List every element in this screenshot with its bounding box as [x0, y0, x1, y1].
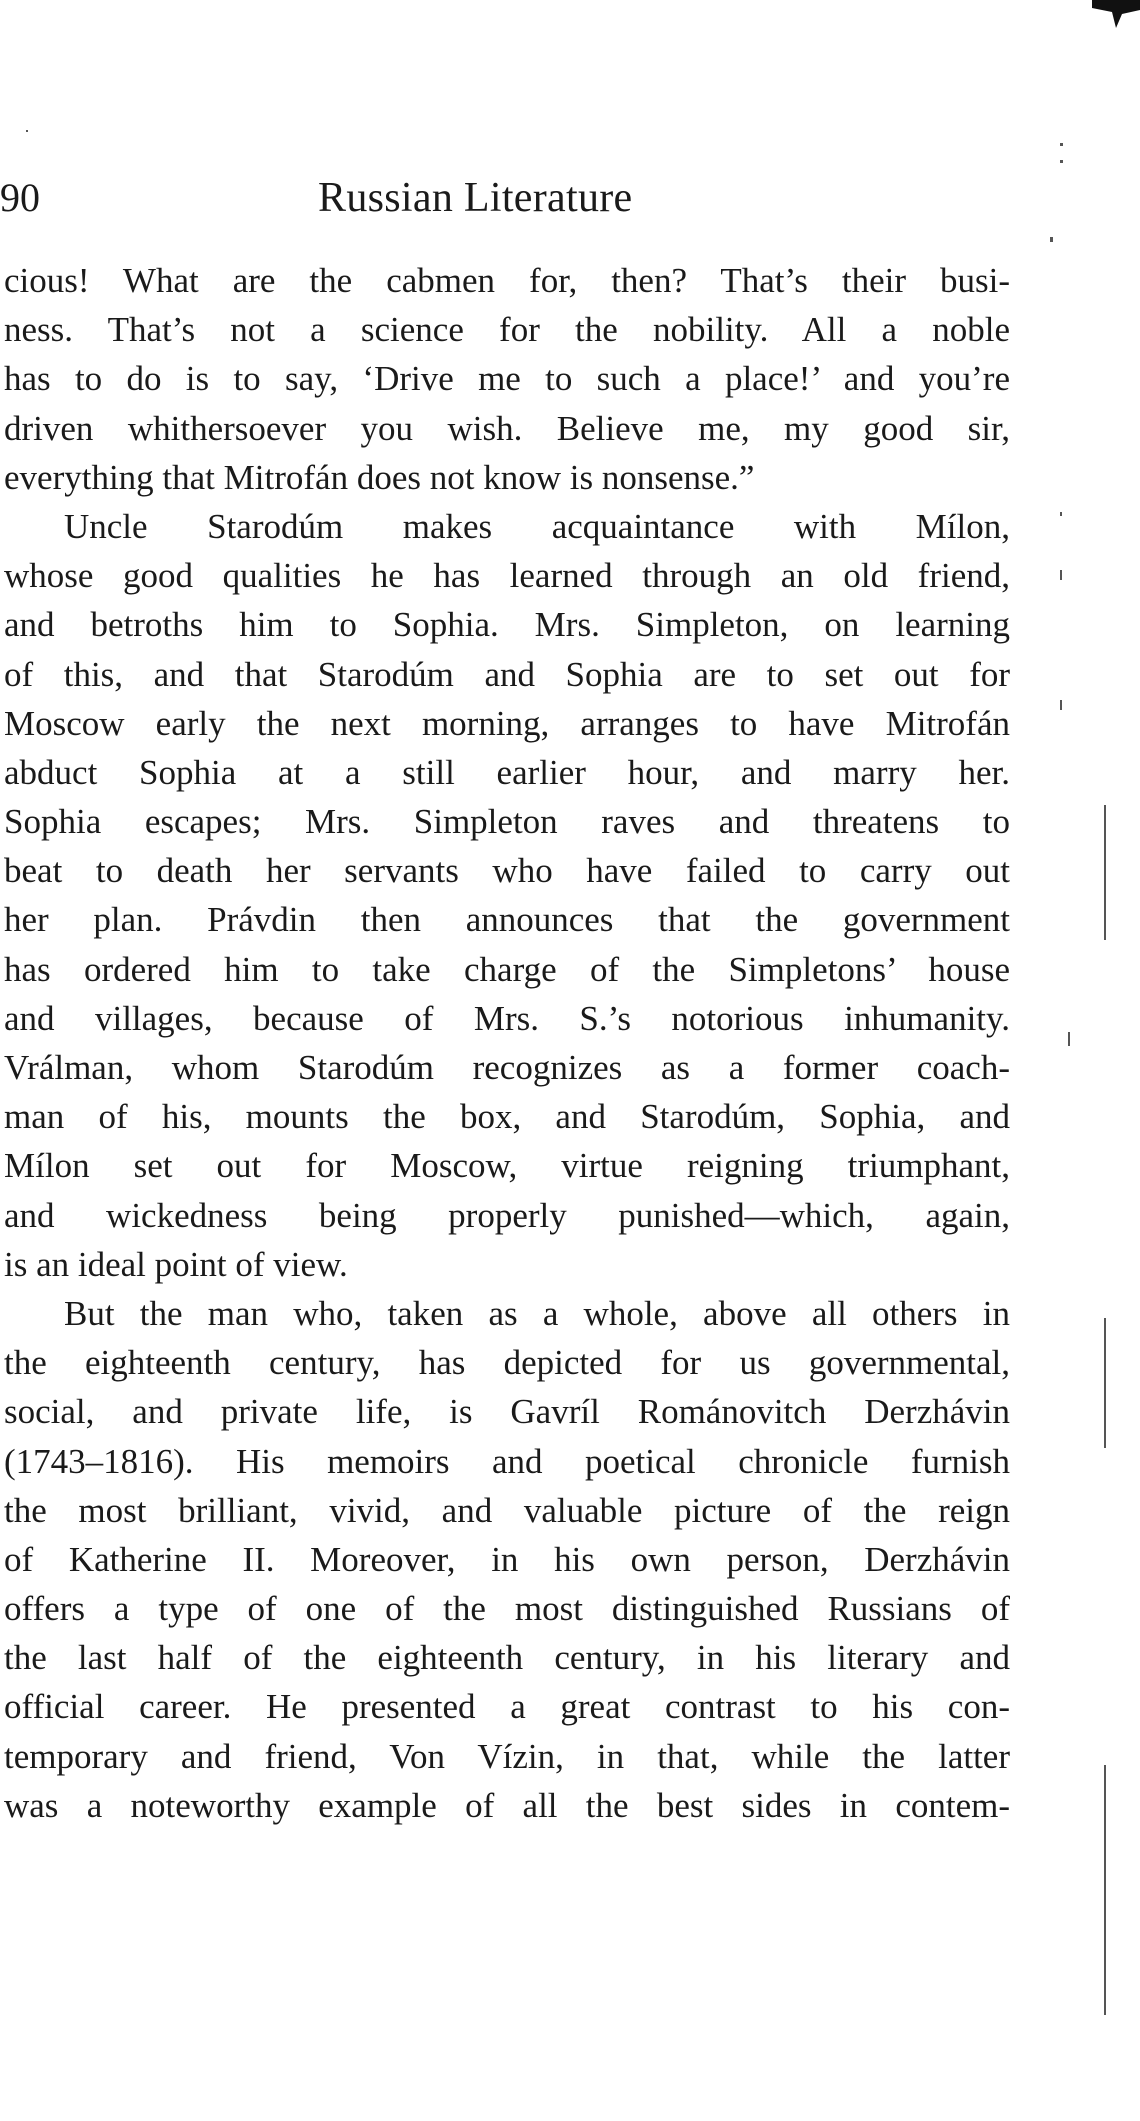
text-line: driven whithersoever you wish. Believe me, my good sir, — [4, 408, 1010, 448]
text-line: Uncle Starodúm makes acquaintance with Mílon, — [64, 506, 1010, 546]
text-line: official career. He presented a great contrast to his con- — [4, 1687, 1010, 1727]
text-line: and villages, because of Mrs. S.’s notorious inhumanity. — [4, 998, 1010, 1038]
scan-artifact — [1060, 143, 1063, 146]
text-line: beat to death her servants who have failed to carry out — [4, 851, 1010, 891]
scan-artifact — [1104, 1765, 1106, 2015]
text-line: abduct Sophia at a still earlier hour, and marry her. — [4, 752, 1010, 792]
text-line: Moscow early the next morning, arranges to have Mitrofán — [4, 703, 1010, 743]
body-text — [4, 256, 1010, 1830]
text-line: cious! What are the cabmen for, then? That’s their busi- — [4, 261, 1010, 300]
text-line: the last half of the eighteenth century, in his literary and — [4, 1638, 1010, 1678]
page-header — [0, 168, 1010, 228]
scan-artifact — [1060, 512, 1062, 516]
text-line: everything that Mitrofán does not know is nonsense.” — [4, 457, 755, 497]
text-line: has to do is to say, ‘Drive me to such a place!’ and you’re — [4, 359, 1010, 399]
text-line: ness. That’s not a science for the nobility. All a noble — [4, 310, 1010, 350]
text-line: her plan. Právdin then announces that the government — [4, 900, 1010, 940]
scan-artifact — [1060, 160, 1063, 163]
text-line: Sophia escapes; Mrs. Simpleton raves and threatens to — [4, 802, 1010, 842]
text-line: the eighteenth century, has depicted for us governmental, — [4, 1343, 1010, 1383]
text-line: and betroths him to Sophia. Mrs. Simpleton, on learning — [4, 605, 1010, 645]
text-line: of this, and that Starodúm and Sophia are to set out for — [4, 654, 1010, 694]
corner-tab-mark — [1092, 0, 1140, 28]
running-title: Russian Literature — [318, 175, 633, 221]
scan-artifact — [1104, 1318, 1106, 1448]
text-line: Vrálman, whom Starodúm recognizes as a former coach- — [4, 1048, 1010, 1087]
text-line: Mílon set out for Moscow, virtue reigning triumphant, — [4, 1146, 1010, 1186]
scan-artifact — [1060, 570, 1062, 580]
text-line: was a noteworthy example of all the best sides in contem- — [4, 1785, 1010, 1825]
text-line: offers a type of one of the most distinguished Russians of — [4, 1589, 1010, 1629]
scan-artifact — [26, 130, 28, 132]
scan-artifact — [1050, 237, 1053, 242]
text-line: (1743–1816). His memoirs and poetical chronicle furnish — [4, 1441, 1010, 1481]
text-line: and wickedness being properly punished—which, again, — [4, 1195, 1010, 1235]
text-line: is an ideal point of view. — [4, 1244, 348, 1284]
scan-artifact — [1060, 700, 1062, 710]
text-line: has ordered him to take charge of the Simpletons’ house — [4, 949, 1010, 989]
text-line: man of his, mounts the box, and Starodúm, Sophia, and — [4, 1097, 1010, 1137]
text-line: But the man who, taken as a whole, above all others in — [64, 1293, 1010, 1333]
text-line: temporary and friend, Von Vízin, in that, while the latter — [4, 1736, 1010, 1776]
text-line: the most brilliant, vivid, and valuable picture of the reign — [4, 1490, 1010, 1530]
text-line: social, and private life, is Gavríl Románovitch Derzhávin — [4, 1392, 1010, 1432]
page-number: 90 — [0, 175, 40, 220]
text-line: of Katherine II. Moreover, in his own person, Derzhávin — [4, 1539, 1010, 1579]
scan-artifact — [1104, 805, 1106, 940]
text-line: whose good qualities he has learned through an old friend, — [4, 556, 1010, 596]
scan-artifact — [1068, 1032, 1070, 1046]
